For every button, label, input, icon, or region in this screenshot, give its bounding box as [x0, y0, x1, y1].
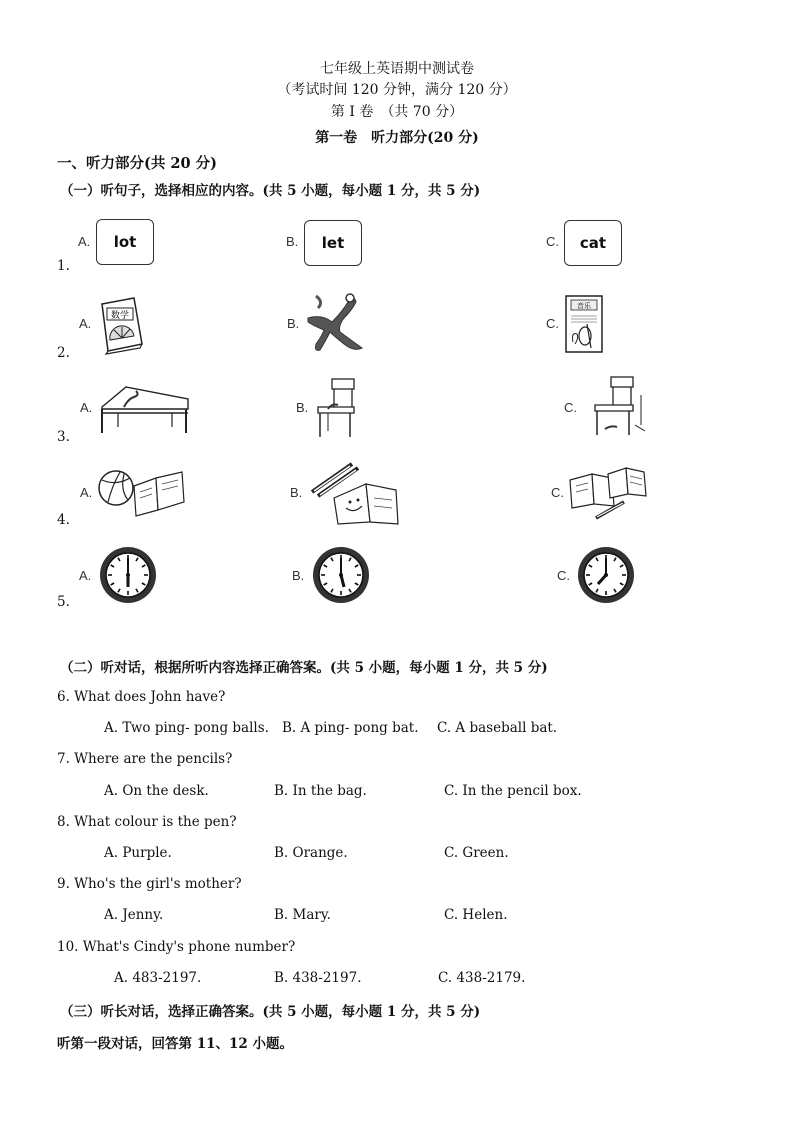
q7-option-c: C. In the pencil box.: [444, 783, 582, 799]
question-10: 10. What's Cindy's phone number?: [57, 939, 296, 955]
clock-c-icon: [577, 546, 635, 604]
question-number: 1.: [57, 258, 70, 274]
part-label: 第一卷 听力部分(20 分): [315, 130, 479, 146]
q6-option-a: A. Two ping- pong balls.: [104, 720, 269, 736]
exam-title: 七年级上英语期中测试卷: [320, 61, 474, 77]
question-number: 4.: [57, 512, 70, 528]
clock-b-icon: [312, 546, 370, 604]
music-book-icon: [563, 294, 607, 356]
books-and-pencil-icon: [568, 464, 648, 522]
volume-label: 第 I 卷 （共 70 分）: [330, 104, 464, 120]
exam-subtitle: （考试时间 120 分钟，满分 120 分）: [277, 82, 517, 98]
clock-a-icon: [99, 546, 157, 604]
option-b-label: B.: [290, 485, 303, 500]
part3-instruction: 听第一段对话，回答第 11、12 小题。: [57, 1036, 293, 1052]
q6-option-b: B. A ping- pong bat.: [282, 720, 419, 736]
option-c-label: C.: [564, 400, 577, 415]
ball-and-books-icon: [98, 466, 188, 518]
question-7: 7. Where are the pencils?: [57, 751, 233, 767]
music-book-label: 音乐: [577, 302, 591, 310]
option-c-label: C.: [546, 234, 559, 249]
option-c-label: C.: [557, 568, 570, 583]
q8-option-a: A. Purple.: [104, 845, 172, 861]
chair-with-pen-icon: [314, 377, 358, 439]
question-number: 3.: [57, 429, 70, 445]
q7-option-b: B. In the bag.: [274, 783, 367, 799]
option-b-label: B.: [296, 400, 309, 415]
word-card-c: cat: [564, 220, 622, 266]
option-c-label: C.: [551, 485, 564, 500]
question-8: 8. What colour is the pen?: [57, 814, 237, 830]
word-card-b: let: [304, 220, 362, 266]
chair-pen-under-icon: [585, 375, 647, 439]
question-number: 2.: [57, 345, 70, 361]
q9-option-a: A. Jenny.: [104, 907, 164, 923]
part1-title: （一）听句子，选择相应的内容。(共 5 小题，每小题 1 分，共 5 分): [60, 183, 481, 199]
option-a-label: A.: [79, 316, 92, 331]
q10-option-b: B. 438-2197.: [274, 970, 362, 986]
q7-option-a: A. On the desk.: [104, 783, 209, 799]
question-9: 9. Who's the girl's mother?: [57, 876, 242, 892]
q10-option-c: C. 438-2179.: [438, 970, 526, 986]
q6-option-c: C. A baseball bat.: [437, 720, 558, 736]
q8-option-b: B. Orange.: [274, 845, 348, 861]
option-b-label: B.: [287, 316, 300, 331]
part3-title: （三）听长对话，选择正确答案。(共 5 小题，每小题 1 分，共 5 分): [60, 1004, 481, 1020]
q10-option-a: A. 483-2197.: [114, 970, 202, 986]
option-b-label: B.: [286, 234, 299, 249]
question-6: 6. What does John have?: [57, 689, 226, 705]
pencils-and-book-icon: [308, 460, 402, 528]
option-c-label: C.: [546, 316, 559, 331]
option-a-label: A.: [79, 568, 92, 583]
option-a-label: A.: [80, 400, 93, 415]
section-heading: 一、听力部分(共 20 分): [57, 155, 217, 172]
q9-option-b: B. Mary.: [274, 907, 331, 923]
option-b-label: B.: [292, 568, 305, 583]
question-number: 5.: [57, 594, 70, 610]
desk-with-pen-icon: [98, 383, 192, 435]
option-a-label: A.: [80, 485, 93, 500]
math-book-icon: [98, 296, 146, 354]
dancer-icon: [304, 292, 366, 354]
option-a-label: A.: [78, 234, 91, 249]
word-card-a: lot: [96, 219, 154, 265]
part2-title: （二）听对话，根据所听内容选择正确答案。(共 5 小题，每小题 1 分，共 5 分): [60, 660, 548, 676]
q8-option-c: C. Green.: [444, 845, 509, 861]
math-book-label: 数学: [110, 311, 130, 321]
q9-option-c: C. Helen.: [444, 907, 508, 923]
